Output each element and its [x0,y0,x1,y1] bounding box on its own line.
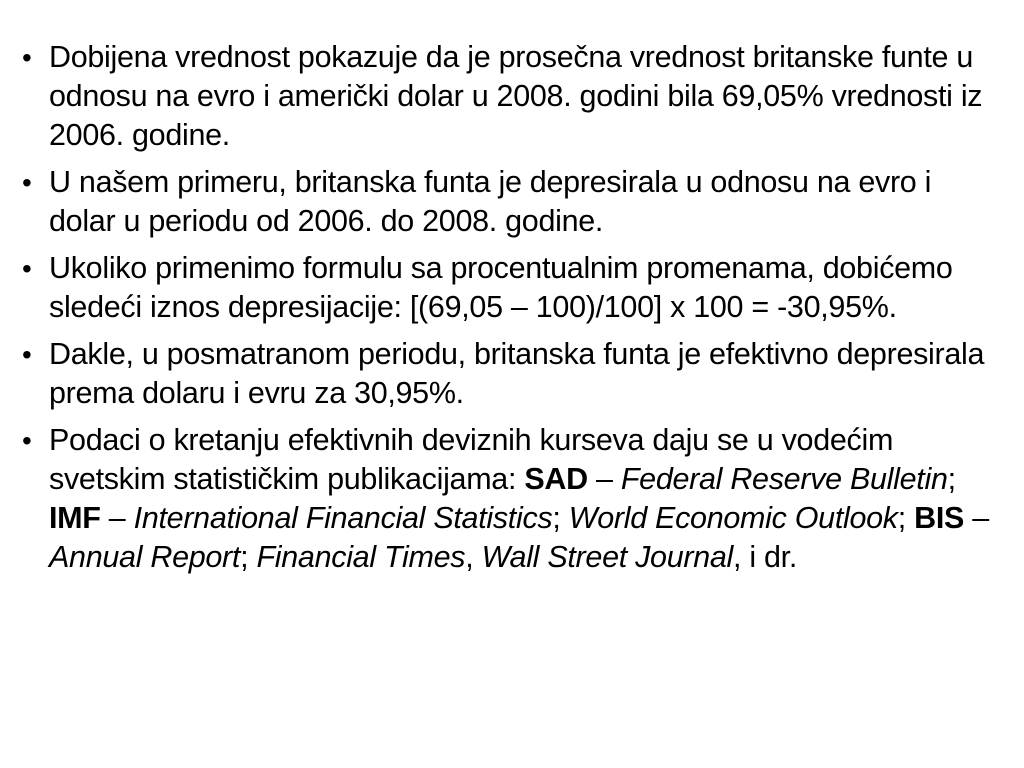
bullet-text: Dakle, u posmatranom periodu, britanska funta je efektivno depresirala prema dolaru i evru za 30,95%. [49,337,985,410]
bullet-text: Ukoliko primenimo formulu sa procentualnim promenama, dobićemo sledeći iznos depresijacije: [(69,05 – 100)/100] x 100 = -30,95%. [49,251,953,324]
bullet-text-rich [49,423,989,574]
bullet-marker: • [22,339,32,370]
text-segment: – [964,501,989,535]
text-segment: , [465,540,482,574]
bullet-marker: • [22,42,32,73]
publication-title: International Financial Statistics [133,501,553,535]
org-name-bis: BIS [914,501,965,535]
publication-title: Wall Street Journal [481,540,734,574]
text-segment: ; [897,501,915,535]
org-name-imf: IMF [49,501,101,535]
bullet-item-1 [22,38,1002,155]
bullet-text: U našem primeru, britanska funta je depresirala u odnosu na evro i dolar u periodu od 2006. do 2008. godine. [49,165,932,238]
bullet-item-3 [22,249,1002,327]
text-segment: ; [947,462,956,496]
bullet-item-5 [22,421,1002,577]
text-segment: – [587,462,621,496]
bullet-item-2 [22,163,1002,241]
text-segment: , i dr. [733,540,798,574]
publication-title: Annual Report [49,540,241,574]
text-segment: – [100,501,134,535]
publication-title: Financial Times [256,540,466,574]
bullet-marker: • [22,253,32,284]
bullet-item-4 [22,335,1002,413]
bullet-marker: • [22,167,32,198]
text-segment: ; [240,540,257,574]
bullet-list [22,38,1002,585]
text-segment: ; [552,501,569,535]
org-name-sad: SAD [524,462,588,496]
publication-title: Federal Reserve Bulletin [620,462,948,496]
bullet-marker: • [22,425,32,456]
bullet-text: Dobijena vrednost pokazuje da je prosečna vrednost britanske funte u odnosu na evro i američki dolar u 2008. godini bila 69,05% vrednosti iz 2006. godine. [49,40,983,152]
text-segment: Podaci o kretanju efektivnih deviznih kurseva daju se u vodećim svetskim statističkim publikacijama: [49,423,894,496]
publication-title: World Economic Outlook [568,501,898,535]
